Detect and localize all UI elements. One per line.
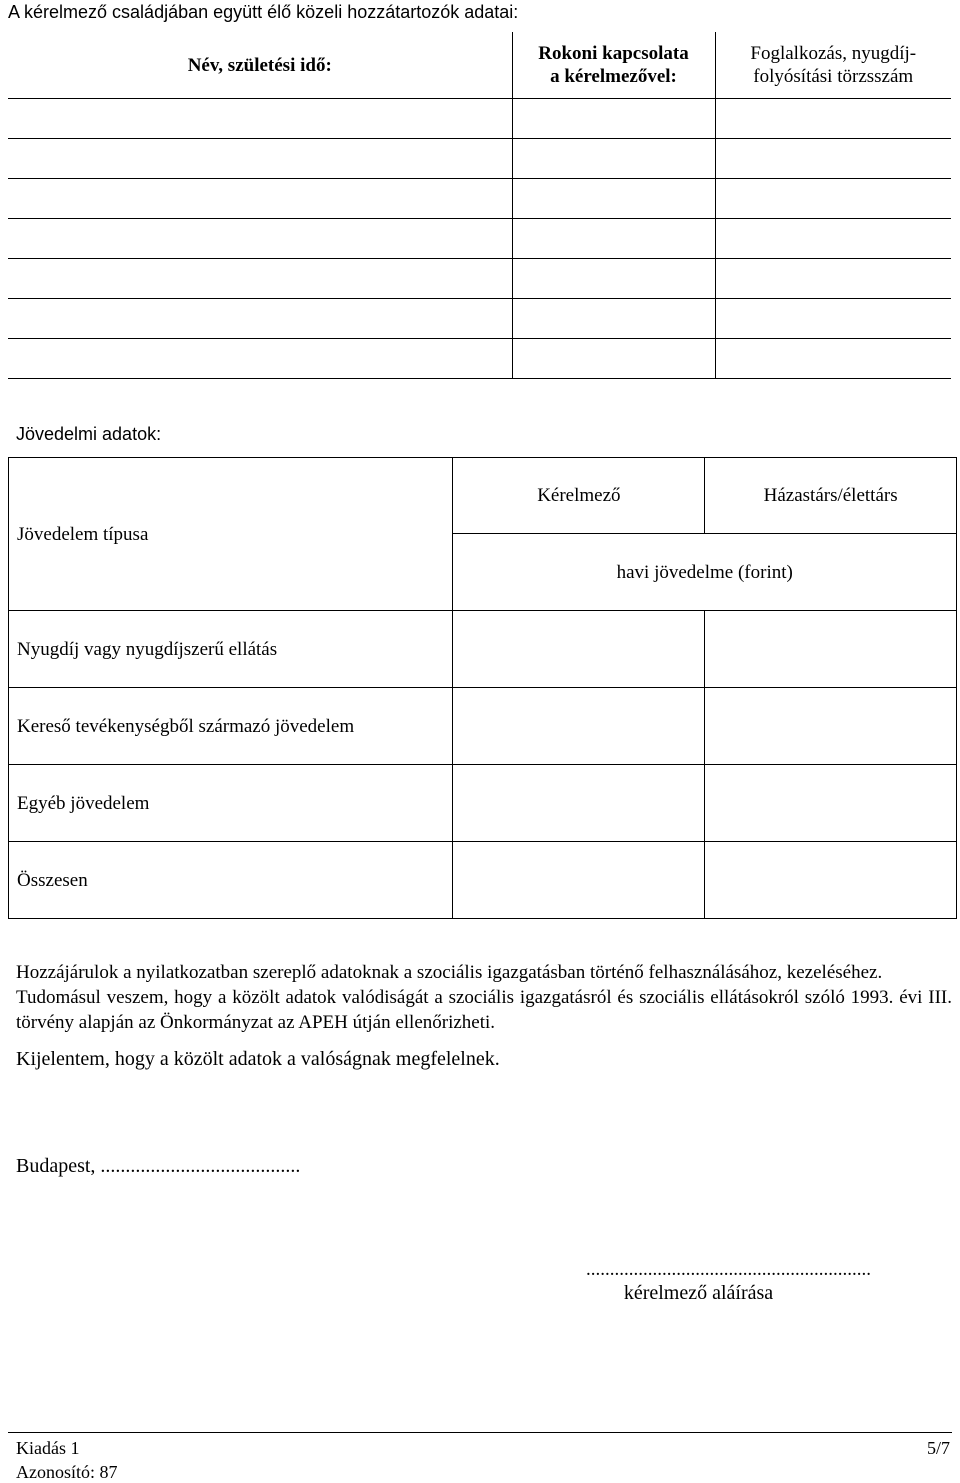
relation-field[interactable]	[512, 99, 715, 139]
household-row	[8, 299, 951, 339]
income-title: Jövedelmi adatok:	[16, 424, 162, 444]
household-row	[8, 219, 951, 259]
header-name	[8, 32, 512, 99]
relation-field[interactable]	[512, 339, 715, 379]
occupation-field[interactable]	[715, 179, 951, 219]
consent-text: Hozzájárulok a nyilatkozatban szereplő adatoknak a szociális igazgatásban történő felhasználásához, kezeléséhez.	[16, 962, 883, 983]
relation-field[interactable]	[512, 219, 715, 259]
occupation-field[interactable]	[715, 219, 951, 259]
income-header-row	[9, 458, 957, 534]
household-row	[8, 179, 951, 219]
relation-field[interactable]	[512, 179, 715, 219]
header-name-text: Név, születési idő:	[187, 54, 332, 76]
applicant-income-field[interactable]	[453, 765, 705, 842]
header-relation-line1: Rokoni kapcsolata	[538, 43, 689, 64]
household-row	[8, 99, 951, 139]
spouse-header: Házastárs/élettárs	[705, 458, 957, 534]
header-relation	[512, 32, 715, 99]
occupation-field[interactable]	[715, 339, 951, 379]
income-row-label: Összesen	[9, 842, 453, 919]
income-type-header: Jövedelem típusa	[9, 458, 453, 611]
truth-text: Kijelentem, hogy a közölt adatok a valóságnak megfelelnek.	[16, 1048, 500, 1070]
household-header-row	[8, 32, 951, 99]
income-row	[9, 842, 957, 919]
occupation-field[interactable]	[715, 259, 951, 299]
header-occupation-line1: Foglalkozás, nyugdíj-	[750, 43, 917, 64]
applicant-header: Kérelmező	[453, 458, 705, 534]
applicant-income-field[interactable]	[453, 688, 705, 765]
income-row	[9, 765, 957, 842]
footer-id: Azonosító: 87	[16, 1462, 118, 1482]
income-row	[9, 611, 957, 688]
household-row	[8, 259, 951, 299]
occupation-field[interactable]	[715, 139, 951, 179]
footer-edition: Kiadás 1	[16, 1438, 80, 1458]
name-field[interactable]	[8, 99, 512, 139]
spouse-income-field[interactable]	[705, 611, 957, 688]
spouse-income-field[interactable]	[705, 842, 957, 919]
name-field[interactable]	[8, 299, 512, 339]
spouse-income-field[interactable]	[705, 765, 957, 842]
spouse-income-field[interactable]	[705, 688, 957, 765]
acknowledge-text: Tudomásul veszem, hogy a közölt adatok valódiságát a szociális igazgatásról és szociális ellátásokról szóló 1993. évi III. törvény alapján az Önkormányzat az APEH útján ellenőrizheti.	[16, 987, 952, 1033]
place-date: Budapest, ........................................	[16, 1155, 301, 1177]
declaration	[16, 960, 952, 1071]
signature-label: kérelmező aláírása	[623, 1282, 774, 1304]
income-row-label: Egyéb jövedelem	[9, 765, 453, 842]
name-field[interactable]	[8, 339, 512, 379]
applicant-income-field[interactable]	[453, 611, 705, 688]
occupation-field[interactable]	[715, 299, 951, 339]
relation-field[interactable]	[512, 259, 715, 299]
name-field[interactable]	[8, 259, 512, 299]
footer-page-number: 5/7	[926, 1438, 950, 1458]
income-table	[8, 457, 957, 919]
household-row	[8, 339, 951, 379]
household-row	[8, 139, 951, 179]
occupation-field[interactable]	[715, 99, 951, 139]
header-relation-line2: a kérelmezővel:	[550, 66, 677, 87]
income-row-label: Kereső tevékenységből származó jövedelem	[9, 688, 453, 765]
name-field[interactable]	[8, 179, 512, 219]
name-field[interactable]	[8, 139, 512, 179]
applicant-income-field[interactable]	[453, 842, 705, 919]
income-row	[9, 688, 957, 765]
household-title: A kérelmező családjában együtt élő közeli hozzátartozók adatai:	[8, 2, 519, 22]
signature-line: ............................................................	[586, 1259, 871, 1280]
monthly-income-header: havi jövedelme (forint)	[453, 534, 957, 611]
name-field[interactable]	[8, 219, 512, 259]
footer-divider	[8, 1432, 952, 1433]
header-occupation	[715, 32, 951, 99]
household-table	[8, 32, 951, 379]
income-row-label: Nyugdíj vagy nyugdíjszerű ellátás	[9, 611, 453, 688]
relation-field[interactable]	[512, 139, 715, 179]
relation-field[interactable]	[512, 299, 715, 339]
header-occupation-line2: folyósítási törzsszám	[753, 66, 914, 87]
